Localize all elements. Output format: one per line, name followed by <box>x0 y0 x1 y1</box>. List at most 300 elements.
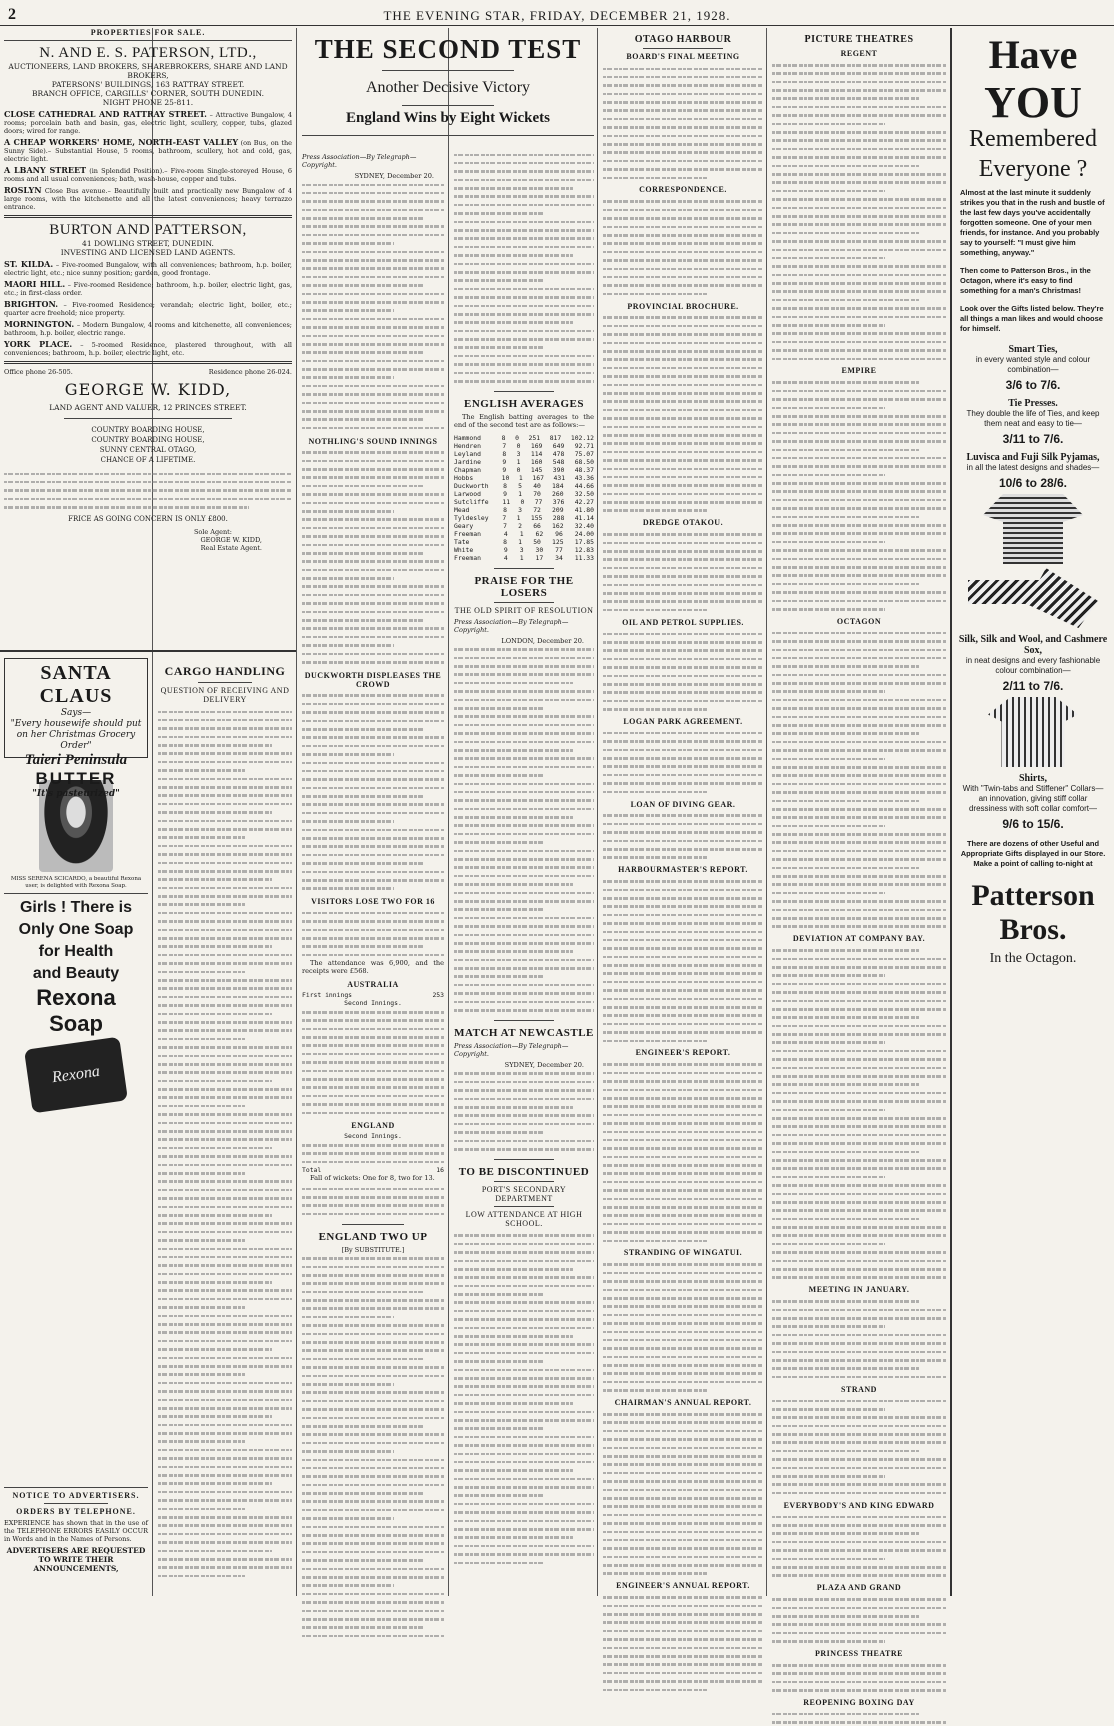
text-line <box>302 1209 444 1217</box>
text-line <box>158 875 292 883</box>
text-line <box>454 1340 594 1348</box>
text-line <box>772 1571 946 1579</box>
notice-title: NOTICE TO ADVERTISERS. <box>12 1491 140 1500</box>
text-line <box>454 293 594 301</box>
table-row: Jardine 9 1 160 548 68.50 <box>454 457 594 466</box>
text-line <box>772 1404 946 1412</box>
text-line <box>772 637 946 645</box>
notices <box>0 1484 152 1594</box>
text-line <box>454 913 594 921</box>
text-line <box>302 1614 444 1622</box>
text-line <box>772 1660 946 1668</box>
text-line <box>302 875 444 883</box>
article-headline: PRAISE FOR THE LOSERS <box>474 574 574 599</box>
property-listing: ROSLYN Close Bus avenue.– Beautifully built and practically new Bungalow of 4 large rooms, with the kitchenette and all the latest conveniences; heavy terrazzo entrance. <box>4 185 292 211</box>
text-line <box>454 1281 594 1289</box>
text-line <box>454 1491 594 1499</box>
text-line <box>772 737 946 745</box>
article-headline: CARGO HANDLING <box>164 664 286 678</box>
text-line <box>302 348 444 356</box>
text-line <box>772 687 946 695</box>
text-line <box>772 186 946 194</box>
text-line <box>302 691 444 699</box>
text-line <box>302 1522 444 1530</box>
text-line <box>158 1395 292 1403</box>
ad-line: SUNNY CENTRAL OTAGO, <box>99 446 197 454</box>
property-listing: MORNINGTON. – Modern Bungalow, 4 rooms and kitchenette, all conveniences; bathroom, h.p. boiler, electric range. <box>4 319 292 337</box>
text-line <box>158 724 292 732</box>
text-line <box>158 799 292 807</box>
text-line <box>158 1462 292 1470</box>
text-line <box>302 699 444 707</box>
text-line <box>772 512 946 520</box>
fall-of-wickets: Fall of wickets: One for 8, two for 13. <box>310 1173 435 1182</box>
text-line <box>158 908 292 916</box>
text-line <box>772 128 946 136</box>
text-line <box>302 724 444 732</box>
text-line <box>772 779 946 787</box>
text-line <box>454 1239 594 1247</box>
text-line <box>158 1378 292 1386</box>
text-line <box>454 922 594 930</box>
sox-illustration <box>968 568 1098 628</box>
table-row: Hobbs 10 1 167 431 43.36 <box>454 473 594 482</box>
article-headline: ENGLAND TWO UP <box>318 1230 428 1243</box>
text-line <box>302 783 444 791</box>
text-line <box>772 846 946 854</box>
article-body <box>772 50 946 1726</box>
text-line <box>302 1598 444 1606</box>
text-line <box>302 339 444 347</box>
article-subheading: STRANDING OF WINGATUI. <box>623 1248 743 1258</box>
deck-line: England Wins by Eight Wickets <box>346 110 550 126</box>
text-line <box>302 599 444 607</box>
text-line <box>158 1009 292 1017</box>
text-line <box>772 988 946 996</box>
ad-sole: Sole Agent: <box>193 527 232 536</box>
ad-item-text: With "Twin-tabs and Stiffener" Collars—an innovation, giving stiff collar dressiness with soft collar comfort— <box>962 784 1104 813</box>
text-line <box>302 548 444 556</box>
text-line <box>158 1387 292 1395</box>
text-line <box>772 1147 946 1155</box>
text-line <box>454 813 594 821</box>
text-line <box>158 1244 292 1252</box>
text-line <box>772 203 946 211</box>
text-line <box>158 1353 292 1361</box>
text-line <box>302 1329 444 1337</box>
table-row: Duckworth 8 5 40 184 44.66 <box>454 481 594 490</box>
article-subheading: DREDGE OTAKOU. <box>642 518 724 528</box>
text-line <box>158 766 292 774</box>
text-line <box>454 703 594 711</box>
text-line <box>772 1088 946 1096</box>
text-line <box>772 211 946 219</box>
text-line <box>772 762 946 770</box>
text-line <box>302 933 444 941</box>
text-line <box>158 1496 292 1504</box>
text-line <box>772 1718 946 1726</box>
text-line <box>158 1101 292 1109</box>
text-line <box>772 119 946 127</box>
text-line <box>454 1474 594 1482</box>
text-line <box>772 562 946 570</box>
text-line <box>158 1320 292 1328</box>
text-line <box>772 337 946 345</box>
text-line <box>158 1194 292 1202</box>
ad-item-title: Shirts, <box>1018 773 1048 784</box>
ad-signature: Real Estate Agent. <box>200 543 262 552</box>
text-line <box>454 1231 594 1239</box>
text-line <box>158 715 292 723</box>
text-line <box>302 1539 444 1547</box>
text-line <box>772 453 946 461</box>
byline: Press Association—By Telegraph—Copyright. <box>454 1041 569 1058</box>
text-line <box>158 1261 292 1269</box>
text-line <box>454 855 594 863</box>
text-line <box>772 437 946 445</box>
text-line <box>772 136 946 144</box>
text-line <box>454 242 594 250</box>
ad-headline: for Health <box>38 943 114 960</box>
ad-tagline: "It's pasteurized" <box>32 789 120 799</box>
text-line <box>158 741 292 749</box>
text-line <box>772 1197 946 1205</box>
text-line <box>454 1144 594 1152</box>
text-line <box>158 1445 292 1453</box>
text-line <box>772 1611 946 1619</box>
text-line <box>302 1270 444 1278</box>
text-line <box>158 892 292 900</box>
text-line <box>772 470 946 478</box>
article-subheading: PROVINCIAL BROCHURE. <box>627 301 739 311</box>
byline: [By SUBSTITUTE.] <box>341 1245 405 1254</box>
text-line <box>302 1379 444 1387</box>
text-line <box>454 737 594 745</box>
text-line <box>772 1223 946 1231</box>
text-line <box>772 888 946 896</box>
ad-quote: "Every housewife should put on her Christmas Grocery Order" <box>10 719 142 751</box>
text-line <box>772 855 946 863</box>
text-line <box>158 1529 292 1537</box>
text-line <box>772 346 946 354</box>
text-line <box>772 1372 946 1380</box>
text-line <box>454 360 594 368</box>
article-subheading: PLAZA AND GRAND <box>816 1583 902 1593</box>
text-line <box>158 1001 292 1009</box>
text-line <box>454 377 594 385</box>
text-line <box>158 1085 292 1093</box>
text-line <box>158 1227 292 1235</box>
text-line <box>454 804 594 812</box>
text-line <box>302 381 444 389</box>
article-subheading: LOGAN PARK AGREEMENT. <box>623 716 743 726</box>
property-listing: A LBANY STREET (in Splendid Position).– Five-room Single-storeyed House, 6 rooms and all usual conveniences; bath, wash-house, copper and tubs. <box>4 165 292 183</box>
text-line <box>454 251 594 259</box>
text-line <box>454 1516 594 1524</box>
text-line <box>302 481 444 489</box>
text-line <box>302 1346 444 1354</box>
text-line <box>302 1606 444 1614</box>
text-line <box>772 996 946 1004</box>
text-line <box>772 445 946 453</box>
text-line <box>302 616 444 624</box>
text-line <box>454 989 594 997</box>
text-line <box>302 323 444 331</box>
text-line <box>454 678 594 686</box>
text-line <box>772 1189 946 1197</box>
text-line <box>454 1086 594 1094</box>
article-body <box>454 645 594 1014</box>
ad-title: SANTA CLAUS <box>39 662 113 707</box>
text-line <box>302 1531 444 1539</box>
gate-note: The attendance was 6,900, and the receipts were £568. <box>302 958 444 975</box>
text-line <box>302 1505 444 1513</box>
text-line <box>158 1454 292 1462</box>
text-line <box>158 1127 292 1135</box>
text-line <box>772 403 946 411</box>
text-line <box>302 950 444 958</box>
text-line <box>772 329 946 337</box>
text-line <box>454 1525 594 1533</box>
ad-line: COUNTRY BOARDING HOUSE, <box>91 436 205 444</box>
text-line <box>158 850 292 858</box>
text-line <box>454 259 594 267</box>
text-line <box>454 184 594 192</box>
text-line <box>158 976 292 984</box>
text-line <box>158 1093 292 1101</box>
firm-line: BRANCH OFFICE, CARGILLS' CORNER, SOUTH DUNEDIN. <box>32 89 264 98</box>
text-line <box>772 971 946 979</box>
text-line <box>302 214 444 222</box>
text-line <box>772 1231 946 1239</box>
text-line <box>454 670 594 678</box>
text-line <box>772 1421 946 1429</box>
text-line <box>454 653 594 661</box>
firm-line: AUCTIONEERS, LAND BROKERS, SHAREBROKERS, SHARE AND LAND BROKERS, <box>8 62 288 80</box>
text-line <box>302 825 444 833</box>
article-headline: MATCH AT NEWCASTLE <box>454 1026 594 1039</box>
text-line <box>302 515 444 523</box>
text-line <box>158 1278 292 1286</box>
text-line <box>158 1571 292 1579</box>
text-line <box>772 86 946 94</box>
text-line <box>772 529 946 537</box>
text-line <box>158 1546 292 1554</box>
text-line <box>454 1264 594 1272</box>
text-line <box>454 158 594 166</box>
table-row: Hammond 8 0 251 817 102.12 <box>454 433 594 442</box>
text-line <box>302 867 444 875</box>
text-line <box>772 1273 946 1281</box>
firm-line: LAND AGENT AND VALUER, 12 PRINCES STREET. <box>49 403 247 412</box>
article-subheading: VISITORS LOSE TWO FOR 16 <box>311 897 435 907</box>
text-line <box>772 721 946 729</box>
text-line <box>772 354 946 362</box>
section-label: PROPERTIES FOR SALE. <box>90 28 206 37</box>
text-line <box>454 1332 594 1340</box>
text-line <box>454 645 594 653</box>
text-line <box>772 604 946 612</box>
text-line <box>158 1168 292 1176</box>
text-line <box>772 796 946 804</box>
text-line <box>302 800 444 808</box>
text-line <box>772 579 946 587</box>
ad-item-text: in every wanted style and colour combination— <box>975 355 1091 374</box>
text-line <box>158 1513 292 1521</box>
text-line <box>302 1184 444 1192</box>
article-subheading: ENGINEER'S ANNUAL REPORT. <box>616 1581 750 1591</box>
article-subheading: MEETING IN JANUARY. <box>808 1285 910 1295</box>
article-subheadline: LOW ATTENDANCE AT HIGH SCHOOL. <box>465 1209 583 1228</box>
property-ads-column <box>0 28 296 708</box>
ad-line: CHANCE OF A LIFETIME. <box>100 456 196 464</box>
second-test-article <box>298 150 448 1596</box>
text-line <box>454 1550 594 1558</box>
ad-headline: YOU <box>984 78 1082 127</box>
text-line <box>772 771 946 779</box>
article-subheading: DUCKWORTH DISPLEASES THE CROWD <box>304 670 442 689</box>
text-line <box>302 657 444 665</box>
text-line <box>772 144 946 152</box>
text-line <box>158 1017 292 1025</box>
text-line <box>302 256 444 264</box>
text-line <box>158 1076 292 1084</box>
ad-item-title: Smart Ties, <box>1008 344 1058 355</box>
text-line <box>302 373 444 381</box>
ad-item-title: Tie Presses. <box>1008 398 1058 409</box>
text-line <box>454 1077 594 1085</box>
rexona-ad <box>4 780 148 1107</box>
text-line <box>302 1405 444 1413</box>
text-line <box>158 1236 292 1244</box>
text-line <box>302 540 444 548</box>
text-line <box>158 1563 292 1571</box>
ad-item-price: 3/6 to 7/6. <box>1005 378 1061 392</box>
text-line <box>302 230 444 238</box>
article-body <box>302 1184 444 1218</box>
ad-item-price: 2/11 to 7/6. <box>1002 679 1064 693</box>
text-line <box>302 239 444 247</box>
text-line <box>302 632 444 640</box>
text-line <box>158 950 292 958</box>
text-line <box>772 1620 946 1628</box>
text-line <box>454 846 594 854</box>
text-line <box>772 521 946 529</box>
text-line <box>772 872 946 880</box>
table-row: Leyland 8 3 114 478 75.07 <box>454 449 594 458</box>
text-line <box>302 607 444 615</box>
text-line <box>454 1541 594 1549</box>
ad-text: There are dozens of other Useful and Appropriate Gifts displayed in our Store. Make a point of calling to-night at <box>960 839 1106 868</box>
text-line <box>772 1055 946 1063</box>
text-line <box>454 972 594 980</box>
text-line <box>772 1038 946 1046</box>
text-line <box>302 281 444 289</box>
text-line <box>454 1256 594 1264</box>
text-line <box>454 1128 594 1136</box>
text-line <box>158 1303 292 1311</box>
text-line <box>158 858 292 866</box>
text-line <box>454 712 594 720</box>
text-line <box>772 1164 946 1172</box>
article-body <box>302 1254 444 1640</box>
text-line <box>772 1472 946 1480</box>
table-row: White 9 3 30 77 12.83 <box>454 545 594 554</box>
table-row: Sutcliffe 11 0 77 376 42.27 <box>454 497 594 506</box>
text-line <box>158 942 292 950</box>
text-line <box>158 1135 292 1143</box>
text-line <box>302 1254 444 1262</box>
text-line <box>454 1424 594 1432</box>
text-line <box>772 1529 946 1537</box>
text-line <box>772 1686 946 1694</box>
text-line <box>454 1119 594 1127</box>
text-line <box>158 1143 292 1151</box>
text-line <box>302 557 444 565</box>
text-line <box>772 1355 946 1363</box>
text-line <box>302 741 444 749</box>
ad-item-text: in all the latest designs and shades— <box>966 463 1100 472</box>
article-body <box>454 1231 594 1567</box>
text-line <box>302 1631 444 1639</box>
ad-headline: Girls ! There is <box>19 899 133 916</box>
text-line <box>772 695 946 703</box>
text-line <box>772 1314 946 1322</box>
text-line <box>454 687 594 695</box>
text-line <box>454 150 594 158</box>
masthead <box>0 6 1114 26</box>
dateline: SYDNEY, December 20. <box>354 172 434 180</box>
text-line <box>454 1415 594 1423</box>
averages-column <box>450 150 598 1596</box>
text-line <box>302 1480 444 1488</box>
article-subheading: STRAND <box>841 1384 877 1394</box>
text-line <box>302 205 444 213</box>
cargo-handling-article <box>154 658 296 1596</box>
text-line <box>454 226 594 234</box>
patterson-bros-ad <box>950 28 1114 1596</box>
text-line <box>772 321 946 329</box>
ad-firm-name: Patterson Bros. <box>971 879 1095 946</box>
text-line <box>158 783 292 791</box>
text-line <box>454 1094 594 1102</box>
text-line <box>158 967 292 975</box>
text-line <box>158 1252 292 1260</box>
table-row: Freeman 4 1 17 34 11.33 <box>454 553 594 562</box>
text-line <box>454 1449 594 1457</box>
text-line <box>454 1315 594 1323</box>
article-subheadline: PORT'S SECONDARY DEPARTMENT <box>481 1184 567 1203</box>
soap-bar-image: Rexona <box>24 1037 128 1114</box>
text-line <box>158 925 292 933</box>
text-line <box>772 1004 946 1012</box>
text-line <box>772 77 946 85</box>
text-line <box>302 180 444 188</box>
text-line <box>772 1214 946 1222</box>
ad-item-text: They double the life of Ties, and keep them neat and easy to tie— <box>966 409 1100 428</box>
text-line <box>302 884 444 892</box>
text-line <box>158 984 292 992</box>
text-line <box>772 645 946 653</box>
text-line <box>772 1030 946 1038</box>
text-line <box>302 1564 444 1572</box>
text-line <box>454 695 594 703</box>
text-line <box>158 833 292 841</box>
article-subheading: REGENT <box>840 49 878 58</box>
text-line <box>454 888 594 896</box>
text-line <box>158 1286 292 1294</box>
property-listing: BRIGHTON. – Five-roomed Residence; verandah; electric light, boiler, etc.; quarter acre freehold; nice property. <box>4 299 292 317</box>
